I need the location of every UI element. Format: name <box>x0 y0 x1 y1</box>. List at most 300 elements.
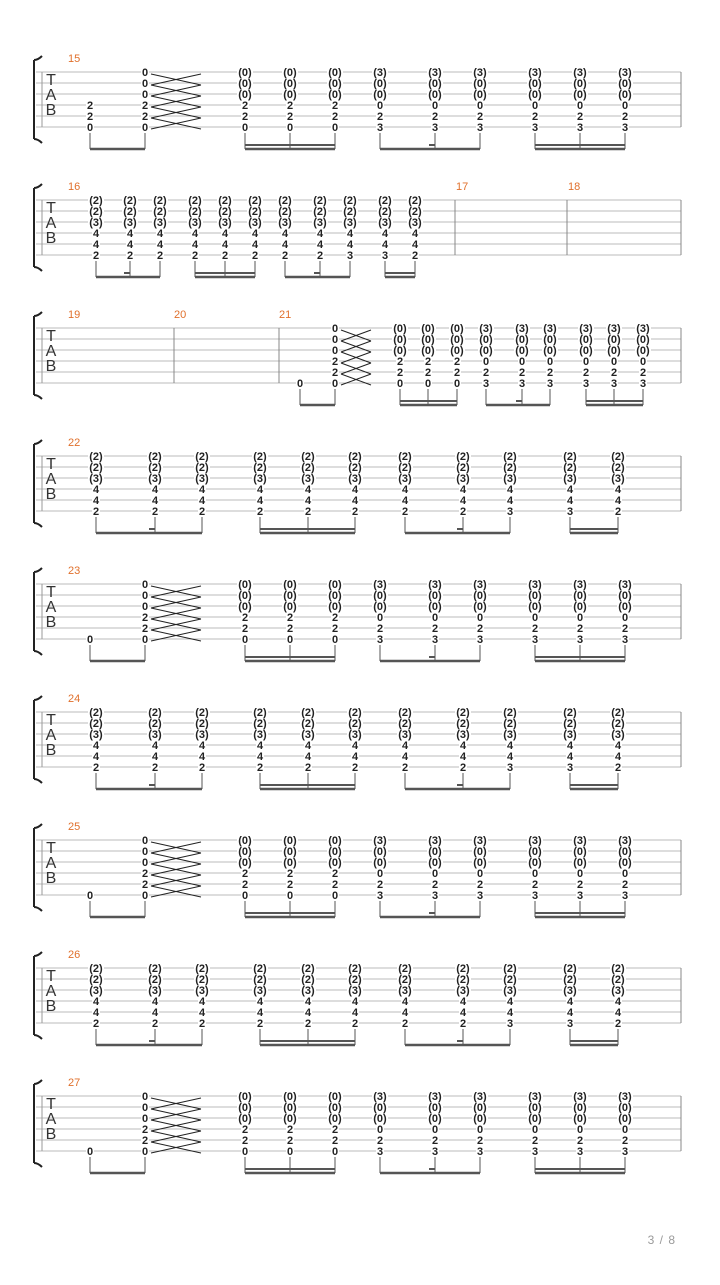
fret-number: (0) <box>573 1102 587 1114</box>
fret-number: 0 <box>141 846 149 858</box>
fret-number: 4 <box>506 484 514 496</box>
fret-number: 4 <box>401 1007 409 1019</box>
tab-clef-letter: T <box>46 200 56 217</box>
fret-number: 3 <box>582 378 590 390</box>
fret-number: (3) <box>456 985 470 997</box>
fret-number: 2 <box>86 100 94 112</box>
fret-number: (3) <box>503 729 517 741</box>
fret-number: 4 <box>506 740 514 752</box>
fret-number: 0 <box>576 868 584 880</box>
fret-number: (0) <box>618 78 632 90</box>
fret-number: (0) <box>328 590 342 602</box>
measure-number: 24 <box>68 693 81 705</box>
fret-number: 2 <box>331 623 339 635</box>
fret-number: 3 <box>431 122 439 134</box>
fret-number: 4 <box>304 740 312 752</box>
fret-number: (3) <box>543 323 557 335</box>
fret-number: (0) <box>543 345 557 357</box>
fret-number: (3) <box>398 985 412 997</box>
fret-number: (2) <box>89 963 103 975</box>
fret-number: (3) <box>611 729 625 741</box>
fret-number: 4 <box>506 1007 514 1019</box>
tab-system <box>34 53 681 149</box>
tab-clef-letter: T <box>46 1096 56 1113</box>
fret-number: (2) <box>301 462 315 474</box>
fret-number: 2 <box>331 868 339 880</box>
fret-number: 0 <box>376 1124 384 1136</box>
fret-number: 2 <box>621 1135 629 1147</box>
fret-number: (2) <box>89 206 103 218</box>
fret-number: 2 <box>92 250 100 262</box>
fret-number: 4 <box>316 228 324 240</box>
fret-number: (2) <box>563 451 577 463</box>
fret-number: 0 <box>639 356 647 368</box>
tab-clef-letter: A <box>45 471 57 488</box>
fret-number: (0) <box>573 601 587 613</box>
fret-number: (2) <box>503 707 517 719</box>
fret-number: 4 <box>346 228 354 240</box>
fret-number: (0) <box>238 579 252 591</box>
fret-number: (2) <box>313 206 327 218</box>
fret-number: 4 <box>351 484 359 496</box>
fret-number: (0) <box>479 345 493 357</box>
fret-number: (0) <box>373 590 387 602</box>
fret-number: 2 <box>256 1018 264 1030</box>
tab-clef-letter: A <box>45 1111 57 1128</box>
fret-number: 0 <box>141 601 149 613</box>
fret-number: (0) <box>618 857 632 869</box>
fret-number: 2 <box>198 762 206 774</box>
fret-number: (0) <box>283 67 297 79</box>
fret-number: 0 <box>476 612 484 624</box>
fret-number: (2) <box>218 195 232 207</box>
fret-number: 2 <box>331 612 339 624</box>
fret-number: (2) <box>153 206 167 218</box>
fret-number: 0 <box>518 356 526 368</box>
fret-number: 2 <box>241 868 249 880</box>
fret-number: 0 <box>141 1146 149 1158</box>
fret-number: 4 <box>614 996 622 1008</box>
fret-number: 4 <box>614 751 622 763</box>
fret-number: (0) <box>328 579 342 591</box>
fret-number: (3) <box>618 579 632 591</box>
fret-number: 3 <box>566 762 574 774</box>
fret-number: (2) <box>398 451 412 463</box>
fret-number: 0 <box>331 334 339 346</box>
fret-number: 2 <box>476 1135 484 1147</box>
fret-number: 2 <box>331 367 339 379</box>
fret-number: 4 <box>198 495 206 507</box>
fret-number: 0 <box>546 356 554 368</box>
measure-number: 23 <box>68 565 81 577</box>
fret-number: 2 <box>241 111 249 123</box>
fret-number: 0 <box>331 1146 339 1158</box>
fret-number: (2) <box>89 974 103 986</box>
fret-number: 2 <box>191 250 199 262</box>
fret-number: (0) <box>238 89 252 101</box>
system-bracket <box>34 568 42 655</box>
fret-number: (3) <box>398 473 412 485</box>
fret-number: (0) <box>473 601 487 613</box>
fret-number: (2) <box>253 974 267 986</box>
fret-number: (2) <box>248 195 262 207</box>
fret-number: 2 <box>431 1135 439 1147</box>
fret-number: 2 <box>621 623 629 635</box>
fret-number: 2 <box>453 356 461 368</box>
fret-number: 4 <box>151 740 159 752</box>
fret-number: (0) <box>573 1113 587 1125</box>
fret-number: (2) <box>563 718 577 730</box>
fret-number: (2) <box>503 718 517 730</box>
fret-number: (3) <box>253 473 267 485</box>
fret-number: (2) <box>503 974 517 986</box>
fret-number: 4 <box>221 239 229 251</box>
tab-clef-letter: T <box>46 328 56 345</box>
fret-number: 2 <box>286 868 294 880</box>
fret-number: 0 <box>286 634 294 646</box>
fret-number: (3) <box>479 323 493 335</box>
fret-number: 2 <box>198 506 206 518</box>
fret-number: 4 <box>459 996 467 1008</box>
fret-number: 4 <box>92 751 100 763</box>
fret-number: 0 <box>141 634 149 646</box>
fret-number: 2 <box>614 506 622 518</box>
fret-number: 0 <box>582 356 590 368</box>
fret-number: (2) <box>153 195 167 207</box>
measure-number: 18 <box>568 181 581 193</box>
fret-number: 0 <box>621 612 629 624</box>
fret-number: (2) <box>343 195 357 207</box>
fret-number: 3 <box>376 634 384 646</box>
fret-number: 2 <box>241 623 249 635</box>
fret-number: (0) <box>421 345 435 357</box>
fret-number: 3 <box>639 378 647 390</box>
fret-number: (0) <box>421 323 435 335</box>
fret-number: (2) <box>148 718 162 730</box>
fret-number: 2 <box>331 356 339 368</box>
fret-number: (2) <box>456 974 470 986</box>
fret-number: (3) <box>428 1091 442 1103</box>
fret-number: 0 <box>241 890 249 902</box>
tab-clef-letter: T <box>46 72 56 89</box>
measure-number: 25 <box>68 821 81 833</box>
fret-number: (0) <box>428 590 442 602</box>
fret-number: 2 <box>286 623 294 635</box>
fret-number: (0) <box>328 857 342 869</box>
fret-number: (2) <box>456 963 470 975</box>
fret-number: (3) <box>428 835 442 847</box>
fret-number: 2 <box>281 250 289 262</box>
fret-number: 4 <box>151 1007 159 1019</box>
fret-number: 4 <box>256 996 264 1008</box>
fret-number: 2 <box>476 879 484 891</box>
fret-number: 4 <box>151 484 159 496</box>
fret-number: 2 <box>376 879 384 891</box>
fret-number: 2 <box>376 111 384 123</box>
fret-number: 2 <box>141 879 149 891</box>
measure-number: 27 <box>68 1077 81 1089</box>
fret-number: (0) <box>579 334 593 346</box>
fret-number: (0) <box>573 590 587 602</box>
fret-number: 2 <box>331 1124 339 1136</box>
tab-clef-letter: T <box>46 712 56 729</box>
fret-number: (0) <box>473 89 487 101</box>
tab-system <box>34 181 681 277</box>
fret-number: 4 <box>256 751 264 763</box>
fret-number: (0) <box>573 846 587 858</box>
fret-number: (3) <box>348 985 362 997</box>
fret-number: (2) <box>313 195 327 207</box>
fret-number: (3) <box>301 729 315 741</box>
fret-number: (0) <box>238 78 252 90</box>
fret-number: 4 <box>351 1007 359 1019</box>
tab-clef-letter: T <box>46 840 56 857</box>
fret-number: (3) <box>503 473 517 485</box>
fret-number: 3 <box>376 122 384 134</box>
fret-number: 0 <box>331 323 339 335</box>
fret-number: (0) <box>428 78 442 90</box>
fret-number: 2 <box>351 1018 359 1030</box>
fret-number: (3) <box>188 217 202 229</box>
fret-number: 2 <box>241 100 249 112</box>
fret-number: 0 <box>241 1146 249 1158</box>
fret-number: 2 <box>621 111 629 123</box>
fret-number: (0) <box>328 67 342 79</box>
fret-number: (0) <box>618 1102 632 1114</box>
fret-number: 0 <box>453 378 461 390</box>
fret-number: 0 <box>576 1124 584 1136</box>
fret-number: 0 <box>376 868 384 880</box>
fret-number: (3) <box>528 67 542 79</box>
fret-number: (0) <box>238 601 252 613</box>
fret-number: (2) <box>195 718 209 730</box>
fret-number: 0 <box>141 1113 149 1125</box>
fret-number: (2) <box>253 451 267 463</box>
fret-number: 0 <box>141 835 149 847</box>
tab-system <box>34 565 681 661</box>
fret-number: (2) <box>378 206 392 218</box>
fret-number: (2) <box>456 707 470 719</box>
fret-number: 0 <box>86 634 94 646</box>
fret-number: (2) <box>195 974 209 986</box>
measure-number: 15 <box>68 53 81 65</box>
fret-number: (2) <box>503 963 517 975</box>
fret-number: (2) <box>188 195 202 207</box>
tab-clef-letter: B <box>45 486 57 503</box>
fret-number: (2) <box>398 707 412 719</box>
fret-number: 2 <box>92 1018 100 1030</box>
fret-number: (2) <box>503 462 517 474</box>
fret-number: (0) <box>528 857 542 869</box>
fret-number: 4 <box>614 495 622 507</box>
fret-number: 2 <box>286 879 294 891</box>
fret-number: 0 <box>431 868 439 880</box>
fret-number: 0 <box>531 868 539 880</box>
fret-number: (0) <box>283 590 297 602</box>
fret-number: 2 <box>256 506 264 518</box>
fret-number: 3 <box>476 890 484 902</box>
fret-number: 4 <box>401 740 409 752</box>
fret-number: 2 <box>241 1124 249 1136</box>
fret-number: (2) <box>278 195 292 207</box>
fret-number: 4 <box>614 484 622 496</box>
fret-number: (2) <box>148 974 162 986</box>
fret-number: 4 <box>92 228 100 240</box>
fret-number: 2 <box>576 111 584 123</box>
measure-number: 26 <box>68 949 81 961</box>
fret-number: (3) <box>473 1091 487 1103</box>
fret-number: (0) <box>473 1113 487 1125</box>
tab-clef-letter: T <box>46 456 56 473</box>
fret-number: 2 <box>286 100 294 112</box>
fret-number: (2) <box>248 206 262 218</box>
fret-number: 4 <box>281 228 289 240</box>
fret-number: (0) <box>515 334 529 346</box>
fret-number: 3 <box>621 890 629 902</box>
fret-number: 0 <box>286 1146 294 1158</box>
fret-number: (2) <box>408 195 422 207</box>
fret-number: 4 <box>411 239 419 251</box>
fret-number: 4 <box>566 751 574 763</box>
fret-number: (3) <box>456 729 470 741</box>
fret-number: (2) <box>253 718 267 730</box>
fret-number: (3) <box>563 473 577 485</box>
fret-number: 2 <box>411 250 419 262</box>
system-bracket <box>34 1080 42 1167</box>
fret-number: (2) <box>148 963 162 975</box>
fret-number: (0) <box>636 345 650 357</box>
fret-number: (3) <box>473 579 487 591</box>
fret-number: 0 <box>576 100 584 112</box>
fret-number: 0 <box>331 634 339 646</box>
fret-number: 3 <box>506 506 514 518</box>
fret-number: 3 <box>566 506 574 518</box>
fret-number: 2 <box>351 506 359 518</box>
fret-number: (0) <box>573 89 587 101</box>
fret-number: (0) <box>528 601 542 613</box>
fret-number: 2 <box>331 1135 339 1147</box>
fret-number: (3) <box>563 985 577 997</box>
fret-number: 4 <box>304 751 312 763</box>
fret-number: (2) <box>503 451 517 463</box>
fret-number: (0) <box>618 846 632 858</box>
fret-number: (2) <box>611 963 625 975</box>
fret-number: 2 <box>151 506 159 518</box>
fret-number: (0) <box>373 78 387 90</box>
fret-number: (3) <box>148 985 162 997</box>
fret-number: 0 <box>396 378 404 390</box>
tab-clef-letter: B <box>45 614 57 631</box>
fret-number: 2 <box>86 111 94 123</box>
fret-number: (3) <box>515 323 529 335</box>
fret-number: (0) <box>328 1091 342 1103</box>
fret-number: 2 <box>476 111 484 123</box>
fret-number: (2) <box>253 707 267 719</box>
fret-number: (2) <box>398 718 412 730</box>
fret-number: 2 <box>376 623 384 635</box>
fret-number: 2 <box>459 1018 467 1030</box>
fret-number: 2 <box>614 762 622 774</box>
fret-number: 2 <box>331 111 339 123</box>
fret-number: (0) <box>328 846 342 858</box>
fret-number: (3) <box>278 217 292 229</box>
fret-number: (0) <box>238 590 252 602</box>
fret-number: (3) <box>153 217 167 229</box>
fret-number: (2) <box>218 206 232 218</box>
fret-number: (0) <box>428 1102 442 1114</box>
fret-number: (0) <box>283 1091 297 1103</box>
fret-number: 2 <box>286 1135 294 1147</box>
tab-clef-letter: B <box>45 358 57 375</box>
fret-number: 2 <box>251 250 259 262</box>
fret-number: 2 <box>401 762 409 774</box>
fret-number: 2 <box>141 111 149 123</box>
fret-number: (0) <box>283 1113 297 1125</box>
fret-number: (3) <box>89 985 103 997</box>
fret-number: (3) <box>123 217 137 229</box>
fret-number: (3) <box>573 835 587 847</box>
fret-number: 2 <box>351 762 359 774</box>
fret-number: 4 <box>411 228 419 240</box>
fret-number: 4 <box>251 228 259 240</box>
fret-number: 2 <box>576 1135 584 1147</box>
fret-number: 2 <box>141 868 149 880</box>
measure-number: 21 <box>279 309 292 321</box>
fret-number: (0) <box>238 857 252 869</box>
fret-number: (3) <box>618 835 632 847</box>
fret-number: (2) <box>456 718 470 730</box>
fret-number: 3 <box>376 1146 384 1158</box>
fret-number: 0 <box>141 1102 149 1114</box>
fret-number: (2) <box>301 974 315 986</box>
fret-number: (3) <box>573 67 587 79</box>
fret-number: 2 <box>531 111 539 123</box>
fret-number: 3 <box>346 250 354 262</box>
fret-number: 3 <box>576 122 584 134</box>
fret-number: 2 <box>453 367 461 379</box>
fret-number: 2 <box>141 623 149 635</box>
fret-number: (2) <box>301 707 315 719</box>
fret-number: 2 <box>141 1135 149 1147</box>
fret-number: 4 <box>351 751 359 763</box>
fret-number: (2) <box>563 462 577 474</box>
fret-number: 3 <box>518 378 526 390</box>
fret-number: 0 <box>86 1146 94 1158</box>
fret-number: 3 <box>506 762 514 774</box>
fret-number: 3 <box>621 634 629 646</box>
fret-number: (0) <box>373 857 387 869</box>
fret-number: (3) <box>473 67 487 79</box>
fret-number: (0) <box>283 846 297 858</box>
fret-number: 4 <box>256 484 264 496</box>
fret-number: 3 <box>506 1018 514 1030</box>
fret-number: (0) <box>636 334 650 346</box>
fret-number: (0) <box>283 89 297 101</box>
tab-clef-letter: A <box>45 599 57 616</box>
fret-number: 0 <box>424 378 432 390</box>
fret-number: 4 <box>156 239 164 251</box>
fret-number: 3 <box>546 378 554 390</box>
tab-system <box>34 309 681 405</box>
fret-number: 0 <box>86 890 94 902</box>
fret-number: 0 <box>431 612 439 624</box>
fret-number: 2 <box>141 1124 149 1136</box>
fret-number: (2) <box>123 206 137 218</box>
fret-number: 2 <box>141 100 149 112</box>
fret-number: (2) <box>195 451 209 463</box>
fret-number: 2 <box>141 612 149 624</box>
fret-number: 4 <box>566 484 574 496</box>
